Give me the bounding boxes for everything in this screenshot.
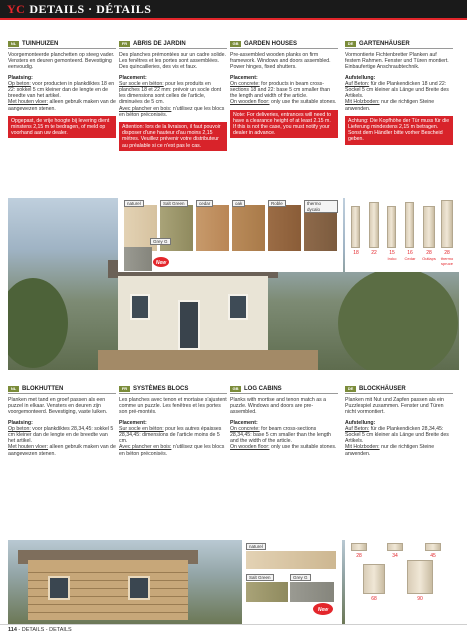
body-paragraph: [8, 99, 116, 111]
column-title: BLOKHUTTEN: [22, 385, 64, 392]
body-paragraph: [345, 52, 453, 71]
paragraph-text: for beam cross-sections 28,34,45: base 5 cm smaller than the length and the width of the article.: [230, 425, 331, 445]
body-paragraph: [345, 81, 453, 100]
text-column-de: [345, 40, 453, 145]
flag-icon: NL: [8, 386, 19, 392]
paragraph-text: voor plankdiktes 28,34,45: sokkel 5 cm kleiner dan de lengte en de breedte van het artikel.: [8, 425, 114, 445]
paragraph-text: alleen gebruik maken van de aangewezen stenen.: [8, 99, 116, 112]
lead-text: On concrete:: [230, 80, 260, 87]
log-profile: [351, 543, 367, 551]
swatch-label: Grey G: [150, 238, 171, 245]
footer-text: - DETAILS - DETAILS: [18, 627, 72, 633]
paragraph-text: Vormontierte Fichtenbretter Planken auf festem Rahmen. Fenster und Türen montiert. Einbaufertige Anschraubtechnik.: [345, 52, 449, 71]
column-header: [230, 385, 338, 394]
lead-text: Auf Beton:: [345, 425, 370, 432]
paragraph-text: pour les autres épaisses 28,34,45: dimensions de l'article moins de 5 cm.: [119, 425, 222, 445]
plank-size: 28: [426, 250, 432, 256]
cabin-window: [48, 576, 70, 600]
log-profiles: [345, 540, 459, 624]
page-number: 114: [8, 627, 17, 633]
body-paragraph: [230, 81, 338, 100]
lead-text: Sur socle en béton:: [119, 80, 164, 87]
swatch-salt-green: [246, 582, 288, 602]
flag-icon: GB: [230, 386, 241, 392]
paragraph-text: für die Plankendicken 28,34,45: Sockel 5 cm kleiner als Länge und Breite des Artikels.: [345, 425, 449, 445]
paragraph-text: pour les produits en planches 18 et 22 mm: prévoir un socle dont les dimensions sont celles de l'article, diminuées de 5 cm.: [119, 80, 222, 106]
body-paragraph: [119, 426, 227, 445]
page-title: [7, 2, 151, 17]
body-paragraph: [8, 426, 116, 445]
body-paragraph: [230, 52, 338, 71]
body-paragraph: [119, 106, 227, 118]
header-rule: [0, 18, 467, 20]
warning-note: Attention: lors de la livraison, il faut pouvoir disposer d'une hauteur d'au moins 2,15 mètres. Veuillez prévenir votre distributeur au préalable si ce n'est pas le cas.: [119, 122, 227, 151]
flag-icon: FR: [119, 386, 130, 392]
flag-icon: DE: [345, 41, 356, 47]
house-door: [178, 300, 200, 350]
log-size: 68: [371, 596, 377, 602]
column-header: [8, 385, 116, 394]
lead-text: Met houten vloer:: [8, 444, 49, 451]
body-paragraph: [8, 397, 116, 416]
plank-profile: [423, 206, 435, 248]
new-badge: New: [312, 602, 334, 616]
swatch-grey: [124, 247, 152, 271]
swatch-roble: [268, 205, 301, 251]
lead-text: Op beton:: [8, 425, 31, 432]
plank-profile: [369, 202, 379, 248]
plank-profile: [441, 200, 453, 248]
log-profile: [407, 560, 433, 594]
plank-size: 16: [407, 250, 413, 256]
cabin-log: [28, 604, 188, 605]
plank-sublabel: Iroko: [387, 256, 397, 261]
section-label: Placement:: [230, 74, 258, 81]
paragraph-text: only use the suitable stones.: [270, 444, 337, 451]
log-size: 28: [356, 553, 362, 559]
plank-sublabel: Cedar: [404, 256, 416, 261]
deck: [98, 350, 318, 370]
column-header: [119, 40, 227, 49]
column-header: [119, 385, 227, 394]
log-size: 90: [417, 596, 423, 602]
body-paragraph: [345, 397, 453, 416]
lead-text: Avec plancher en bois:: [119, 105, 172, 112]
paragraph-text: Les planches avec tenon et mortaise s'ajustent comme un puzzle. Les fenêtres et les portes son pré-montés.: [119, 397, 227, 416]
text-column-gb: [230, 40, 338, 138]
lead-text: Met houten vloer:: [8, 99, 49, 106]
section-label: Aufstellung:: [345, 74, 376, 81]
log-profile: [387, 543, 403, 551]
lead-text: Mit Holzboden:: [345, 444, 380, 451]
text-column-nl: [8, 385, 116, 457]
body-paragraph: [345, 444, 453, 456]
paragraph-text: Des planches prémontées sur un cadre solide. Les fenêtres et les portes sont assemblées. Des quincailleries, des vis et faux.: [119, 52, 226, 71]
page-footer: [8, 627, 72, 633]
column-title: GARDEN HOUSES: [244, 40, 298, 47]
body-paragraph: [345, 426, 453, 445]
plank-size: 28: [444, 250, 450, 256]
swatch-label: Grey G: [290, 574, 311, 581]
plank-size: 22: [371, 250, 377, 256]
text-column-fr: [119, 40, 227, 151]
body-paragraph: [230, 444, 338, 450]
plank-sublabel: Outlaps: [422, 256, 436, 261]
paragraph-text: Pre-assembled wooden planks on firm framework. Windows and doors assembled. Power hinges, fixed shutters.: [230, 52, 331, 71]
header-text: DETAILS · DÉTAILS: [29, 2, 152, 16]
plank-size: 15: [389, 250, 395, 256]
column-title: BLOCKHÄUSER: [359, 385, 406, 392]
cabin-log: [28, 572, 188, 573]
section-label: Placement:: [119, 74, 147, 81]
tree: [338, 268, 458, 370]
swatch-label: naturel: [124, 200, 144, 207]
column-header: [8, 40, 116, 49]
warning-note: Achtung: Die Kopfhöhe der Tür muss für die Lieferung mindestens 2,15 m betragen. Sonst dem Händler bitte vorher Bescheid geben.: [345, 116, 453, 145]
text-column-nl: [8, 40, 116, 138]
swatch-cedar: [196, 205, 229, 251]
paragraph-text: für die Plankendicken 18 und 22: Sockel 5 cm kleiner als Länge und Breite des Artikels.: [345, 80, 449, 100]
footer-rule: [0, 624, 467, 625]
swatch-label: Salt Green: [160, 200, 188, 207]
tree: [8, 278, 68, 368]
column-title: LOG CABINS: [244, 385, 282, 392]
paragraph-text: Planken met tand en groef passen als een puzzel in elkaar. Vensters en deuren zijn voorgemonteerd. Bevestiging, vaste luiken.: [8, 397, 108, 416]
column-header: [345, 40, 453, 49]
flag-icon: FR: [119, 41, 130, 47]
plank-size: 18: [353, 250, 359, 256]
paragraph-text: Voorgemonteerde planchetten op steeg vader. Vensters en deuren gemonteerd. Bevestiging eenvoudig.: [8, 52, 115, 71]
cabin-log: [28, 612, 188, 613]
body-paragraph: [8, 444, 116, 456]
new-badge: New: [152, 256, 170, 268]
swatch-naturel: [246, 551, 336, 569]
paragraph-text: alleen gebruik maken van de aangewezen stenen.: [8, 444, 116, 457]
swatch-label: naturel: [246, 543, 266, 550]
plank-profile: [387, 206, 396, 248]
column-title: GARTENHÄUSER: [359, 40, 410, 47]
body-paragraph: [230, 397, 338, 416]
section-label: Placement:: [119, 419, 147, 426]
body-paragraph: [345, 99, 453, 111]
paragraph-text: n'utilisez que les blocs en béton préconisés.: [119, 444, 225, 457]
paragraph-text: for products in beam cross-sections 18 and 22: base 5 cm smaller than the length and width of the article.: [230, 80, 331, 100]
swatch-label: Salt Green: [246, 574, 274, 581]
flag-icon: GB: [230, 41, 241, 47]
swatch-grey: [290, 582, 334, 602]
log-size: 45: [430, 553, 436, 559]
paragraph-text: Planks with mortise and tenon match as a puzzle. Windows and doors are pre-assembled.: [230, 397, 327, 416]
section-label: Plaatsing:: [8, 419, 33, 426]
header-bar: [0, 0, 467, 18]
section-label: Aufstellung:: [345, 419, 376, 426]
text-column-de: [345, 385, 453, 457]
plank-sublabel: thermo spruce: [440, 256, 454, 266]
house-window: [130, 294, 150, 320]
house-window: [228, 294, 248, 320]
lead-text: On wooden floor:: [230, 444, 270, 451]
swatch-label: oak: [232, 200, 245, 207]
paragraph-text: nur die richtigen Steine anwenden.: [345, 444, 435, 457]
body-paragraph: [119, 397, 227, 416]
body-paragraph: [8, 52, 116, 71]
color-swatches-bottom: [242, 540, 342, 624]
plank-profile: [351, 206, 360, 248]
swatch-label: cedar: [196, 200, 213, 207]
log-profile: [425, 543, 441, 551]
paragraph-text: voor producten in plankdiktes 18 en 22: sokkel 5 cm kleiner dan de lengte en de breedte van het artikel.: [8, 80, 115, 100]
swatch-label: Roble: [268, 200, 286, 207]
paragraph-text: n'utilisez que les blocs en béton préconisés.: [119, 105, 225, 118]
flag-icon: DE: [345, 386, 356, 392]
body-paragraph: [230, 426, 338, 445]
body-paragraph: [230, 99, 338, 105]
column-header: [345, 385, 453, 394]
column-title: TUINHUIZEN: [22, 40, 59, 47]
column-title: SYSTÈMES BLOCS: [133, 385, 189, 392]
body-paragraph: [119, 81, 227, 106]
text-column-gb: [230, 385, 338, 451]
warning-note: Note: For deliveries, entrances will need to have a clearance height of at least 2.15 m. If this is not the case, you must notify your dealer in advance.: [230, 110, 338, 139]
body-paragraph: [119, 444, 227, 456]
column-title: ABRIS DE JARDIN: [133, 40, 186, 47]
body-paragraph: [119, 52, 227, 71]
log-size: 34: [392, 553, 398, 559]
paragraph-text: only use the suitable stones.: [270, 99, 337, 106]
lead-text: On concrete:: [230, 425, 260, 432]
flag-icon: NL: [8, 41, 19, 47]
lead-text: Op beton:: [8, 80, 31, 87]
lead-text: Avec plancher en bois:: [119, 444, 172, 451]
lead-text: Mit Holzboden:: [345, 99, 380, 106]
log-profile: [363, 564, 385, 594]
lead-text: On wooden floor:: [230, 99, 270, 106]
paragraph-text: Planken mit Nut und Zapfen passen als ein Puzzlespiel zusammen. Fenster und Türen nicht vormontiert.: [345, 397, 444, 416]
plank-profile: [405, 202, 414, 248]
section-label: Plaatsing:: [8, 74, 33, 81]
swatch-label: thermo dycalo: [304, 200, 338, 213]
plank-profiles: [345, 198, 459, 272]
swatch-oak: [232, 205, 265, 251]
header-code: YC: [7, 2, 26, 16]
lead-text: Auf Beton:: [345, 80, 370, 87]
text-column-fr: [119, 385, 227, 457]
column-header: [230, 40, 338, 49]
lead-text: Sur socle en béton:: [119, 425, 164, 432]
cabin-window: [128, 576, 150, 600]
section-label: Placement:: [230, 419, 258, 426]
body-paragraph: [8, 81, 116, 100]
paragraph-text: nur die richtigen Steine anwenden.: [345, 99, 435, 112]
warning-note: Opgepast, de vrije hoogte bij levering dient minstens 2,15 m te bedragen, of meld op voorhand aan uw dealer.: [8, 116, 116, 139]
